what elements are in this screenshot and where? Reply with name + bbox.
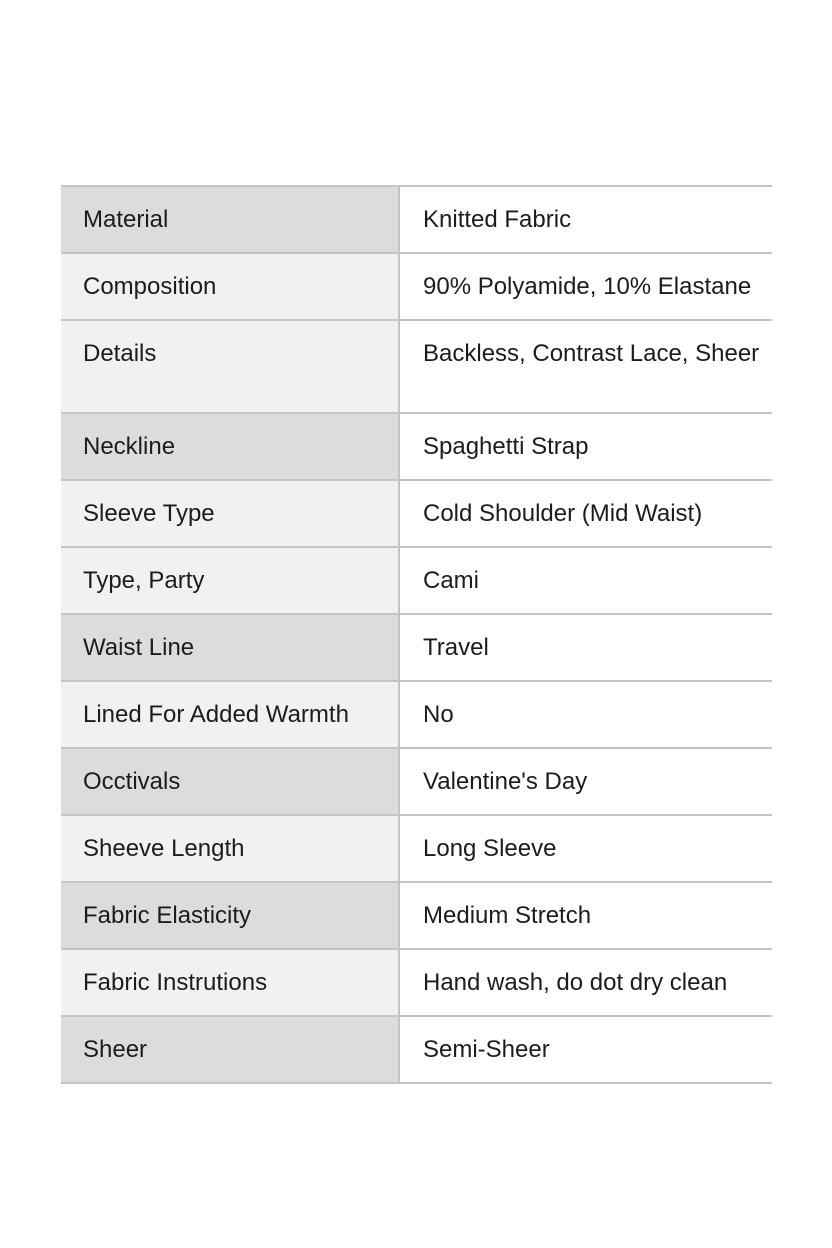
spec-label-occasion: Occtivals — [61, 749, 400, 814]
spec-label-details: Details — [61, 321, 400, 412]
table-row — [61, 481, 772, 548]
spec-value-sleeve-type: Cold Shoulder (Mid Waist) — [400, 481, 772, 546]
spec-label-neckline: Neckline — [61, 414, 400, 479]
spec-value-neckline: Spaghetti Strap — [400, 414, 772, 479]
table-row — [61, 749, 772, 816]
spec-label-fabric-elasticity: Fabric Elasticity — [61, 883, 400, 948]
spec-value-care-instructions: Hand wash, do dot dry clean — [400, 950, 772, 1015]
spec-label-sleeve-type: Sleeve Type — [61, 481, 400, 546]
spec-value-waist-line: Travel — [400, 615, 772, 680]
spec-label-care-instructions: Fabric Instrutions — [61, 950, 400, 1015]
spec-label-material: Material — [61, 187, 400, 252]
spec-value-occasion: Valentine's Day — [400, 749, 772, 814]
spec-label-waist-line: Waist Line — [61, 615, 400, 680]
spec-value-fabric-elasticity: Medium Stretch — [400, 883, 772, 948]
table-row — [61, 816, 772, 883]
spec-label-type: Type, Party — [61, 548, 400, 613]
spec-value-material: Knitted Fabric — [400, 187, 772, 252]
spec-value-composition: 90% Polyamide, 10% Elastane — [400, 254, 772, 319]
table-row — [61, 1017, 772, 1084]
table-row — [61, 950, 772, 1017]
product-spec-table — [61, 185, 772, 1084]
table-row — [61, 187, 772, 254]
spec-value-sleeve-length: Long Sleeve — [400, 816, 772, 881]
spec-label-composition: Composition — [61, 254, 400, 319]
spec-value-details: Backless, Contrast Lace, Sheer — [400, 321, 772, 412]
table-row — [61, 883, 772, 950]
spec-value-lined: No — [400, 682, 772, 747]
spec-value-type: Cami — [400, 548, 772, 613]
table-row — [61, 682, 772, 749]
spec-value-sheer: Semi-Sheer — [400, 1017, 772, 1082]
spec-label-lined: Lined For Added Warmth — [61, 682, 400, 747]
table-row — [61, 548, 772, 615]
table-row — [61, 615, 772, 682]
spec-label-sleeve-length: Sheeve Length — [61, 816, 400, 881]
spec-label-sheer: Sheer — [61, 1017, 400, 1082]
table-row — [61, 254, 772, 321]
table-row — [61, 414, 772, 481]
table-row — [61, 321, 772, 414]
